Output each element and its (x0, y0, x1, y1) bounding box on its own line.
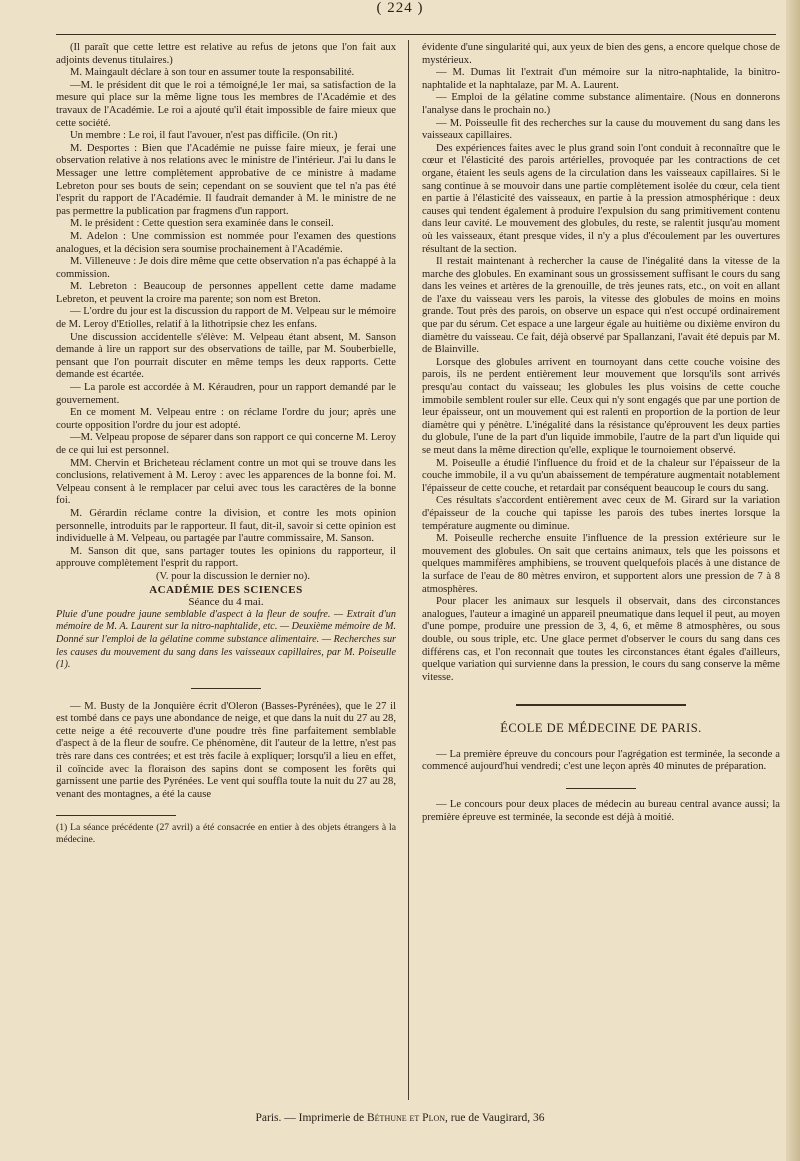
footnote: (1) La séance précédente (27 avril) a été consacrée en entier à des objets étrangers à la médecine. (56, 822, 396, 845)
right-paragraph: — Emploi de la gélatine comme substance alimentaire. (Nous en donnerons l'analyse dans le prochain no.) (422, 92, 780, 116)
page-edge-shadow (786, 0, 800, 1161)
left-paragraph: —M. Velpeau propose de séparer dans son rapport ce qui concerne M. Leroy de ce qui lui est personnel. (56, 432, 396, 456)
left-paragraph: (V. pour la discussion le dernier no). (156, 570, 310, 582)
right-paragraph: M. Poiseulle recherche ensuite l'influence de la pression extérieure sur le mouvement des globules. On sait que certains animaux, tels que les poissons et quelques mammifères amphibiens, se trouvent quelquefois placés à une distance de la surface de l'eau de 80 mètres environ, et supportent alors une pression de 7 à 8 atmosphères. (422, 533, 780, 595)
footer-suffix: , rue de Vaugirard, 36 (445, 1112, 545, 1124)
right-paragraph: — M. Poisseulle fit des recherches sur la cause du mouvement du sang dans les vaisseaux capillaires. (422, 117, 780, 142)
left-paragraph: —M. le président dit que le roi a témoigné,le 1er mai, sa satisfaction de la mesure qui place sur la même ligne tous les membres de l'Académie et des travaux de l'Académie. Le roi a ajouté qu'il était impossible de faire mieux que cette société. (56, 79, 396, 129)
footnote-rule (56, 815, 176, 816)
right-paragraph: Il restait maintenant à rechercher la cause de l'inégalité dans la vitesse de la marche des globules. En examinant sous un grossissement suffisant le cours du sang dans les veines et artères de la grenouille, de très jeunes rats, etc., on voit en allant de l'axe du vaisseau vers les parois, la vitesse des globules de moins en moins grande. Tout près des parois, on observe un espace qui n'est occupé ordinairement que par du sérum. Cet espace a une largeur égale au huitième ou dixième environ du diamètre du vaisseau. Ce fait, déjà observé par Spallanzani, l'avait été depuis par M. de Blainville. (422, 256, 780, 356)
right-paragraph: — Le concours pour deux places de médecin au bureau central avance aussi; la première épreuve est terminée, la seconde est déjà à moitié. (422, 799, 780, 823)
right-paragraph: Des expériences faites avec le plus grand soin l'ont conduit à reconnaître que le cœur et l'élasticité des parois artérielles, provoquée par les contractions de cet organe, étaient les seuls agens de la circulation dans les vaisseaux capillaires. Si le sang continue à se mouvoir dans une partie complètement isolée du cœur, cela tient en partie à l'élasticité des vaisseaux, en partie à la pression atmosphérique : deux causes qui tendent également à produire l'expulsion du sang primitivement contenu dans leur cavité. Le mouvement des globules, du reste, se ralentit jusqu'au moment où les vaisseaux, étant presque vides, il n'y a plus d'écoulement par les ouvertures résultant de la section. (422, 142, 780, 255)
left-paragraph: M. Lebreton : Beaucoup de personnes appellent cette dame madame Lebreton, et peuvent la croire ma parente; son nom est Breton. (56, 281, 396, 305)
left-paragraph: MM. Chervin et Bricheteau réclament contre un mot qui se trouve dans les conclusions, relativement à M. Leroy : avec les apparences de la bonne foi. M. Velpeau consent à le remplacer par celui avec tous les caractères de la bonne foi. (56, 457, 396, 507)
footer-prefix: Paris. — Imprimerie de (255, 1112, 367, 1124)
left-paragraph: Une discussion accidentelle s'élève: M. Velpeau étant absent, M. Sanson demande à lire un rapport sur des observations de taille, par M. Souberbielle, pensant que l'on pourrait discuter en même temps les deux rapports. Cette demande est écartée. (56, 331, 396, 381)
right-paragraph: M. Poiseulle a étudié l'influence du froid et de la chaleur sur l'épaisseur de la couche immobile, il a vu qu'un abaissement de température augmentait notablement l'épaisseur de cette couche, et retardait par conséquent beaucoup le cours du sang. (422, 457, 780, 494)
right-paragraph: — La première épreuve du concours pour l'agrégation est terminée, la seconde a commencé aujourd'hui vendredi; c'est une leçon après 40 minutes de préparation. (422, 748, 780, 773)
column-divider (408, 40, 409, 1100)
left-paragraph: — L'ordre du jour est la discussion du rapport de M. Velpeau sur le mémoire de M. Leroy d'Etiolles, relatif à la lithotripsie chez les enfans. (56, 306, 396, 331)
separator (191, 688, 261, 689)
right-paragraph: Pour placer les animaux sur lesquels il observait, dans des circonstances analogues, l'auteur a imaginé un appareil pneumatique dans lequel il peut, au moyen d'une pompe, produire une pression de 3, 4, 6, et même 8 atmosphères, ou sous double, ou sous triple, etc. Une glace permet d'observer le cours du sang dans ces différens cas, et l'on reconnait que toutes les circonstances étant égales d'ailleurs, quelque variation qui survienne dans la pression, le cours du sang conserve la même vitesse. (422, 596, 780, 683)
ecole-title: ÉCOLE DE MÉDECINE DE PARIS. (500, 721, 702, 736)
separator (516, 704, 686, 706)
header-rule (56, 34, 776, 35)
left-paragraph: (Il paraît que cette lettre est relative au refus de jetons que l'on fait aux adjoints devenus titulaires.) (56, 42, 396, 66)
left-paragraph: M. Desportes : Bien que l'Académie ne puisse faire mieux, je ferai une observation relative à nos relations avec le ministre de l'intérieur. J'ai lu dans le Messager une lettre complètement approbative de ce ministre à madame Lebreton pour ses bouts de sein; cependant on se souvient que tel n'a pas été l'esprit du rapport de l'Académie. Il faudrait demander à M. le ministre de ne pas permettre la publication par fragmens d'un rapport. (56, 142, 396, 217)
separator (566, 788, 636, 789)
left-paragraph: — M. Busty de la Jonquière écrit d'Oleron (Basses-Pyrénées), que le 27 il est tombé dans ce pays une abondance de neige, et que dans la nuit du 27 au 28, cette neige a été recouverte d'une poudre très fine parfaitement semblable d'aspect à de la fleur de soufre. Ce phénomène, dit l'auteur de la lettre, n'est pas très rare dans ces contrées; et est très facile à expliquer; lorsqu'il a lieu en effet, il coïncide avec la floraison des sapins dont se composent les forêts qui garnissent une partie des Pyrénées. Le vent qui souffla toute la nuit du 27 au 28, venant des montagnes, a été la cause (56, 700, 396, 800)
section-title: ACADÉMIE DES SCIENCES (149, 583, 303, 596)
right-paragraph: évidente d'une singularité qui, aux yeux de bien des gens, a encore quelque chose de mystérieux. (422, 42, 780, 66)
left-paragraph: M. Villeneuve : Je dois dire même que cette observation n'a pas échappé à la commission. (56, 256, 396, 280)
left-paragraph: M. le président : Cette question sera examinée dans le conseil. (70, 218, 334, 230)
section-subtitle: Séance du 4 mai. (188, 596, 264, 609)
section-summary: Pluie d'une poudre jaune semblable d'aspect à la fleur de soufre. — Extrait d'un mémoire de M. A. Laurent sur la nitro-naphtalide, etc. — Deuxième mémoire de M. Donné sur l'emploi de la gélatine comme substance alimentaire. — Recherches sur les causes du mouvement du sang dans les vaisseaux capillaires, par M. Poiseulle (1). (56, 608, 396, 671)
left-paragraph: M. Maingault déclare à son tour en assumer toute la responsabilité. (70, 67, 355, 79)
footer-printer: Béthune et Plon (367, 1112, 446, 1124)
right-column (422, 42, 780, 824)
right-paragraph: Ces résultats s'accordent entièrement avec ceux de M. Girard sur la variation d'épaisseur de la couche qui tapisse les parois des tubes inertes lorsque la température augmente ou diminue. (422, 495, 780, 532)
left-column (56, 42, 396, 845)
left-paragraph: M. Sanson dit que, sans partager toutes les opinions du rapporteur, il approuve complètement l'esprit du rapport. (56, 545, 396, 570)
right-paragraph: — M. Dumas lit l'extrait d'un mémoire sur la nitro-naphtalide, la binitro-naphtalide et la naphtalaze, par M. A. Laurent. (422, 67, 780, 91)
left-paragraph: M. Adelon : Une commission est nommée pour l'examen des questions analogues, et la décision sera soumise prochainement à l'Académie. (56, 230, 396, 255)
left-paragraph: M. Gérardin réclame contre la division, et contre les mots opinion personnelle, introduits par le rapporteur. Il faut, dit-il, savoir si cette opinion est individuelle à M. Velpeau, ou partagée par l'autre commissaire, M. Sanson. (56, 507, 396, 545)
right-paragraph: Lorsque des globules arrivent en tournoyant dans cette couche voisine des parois, ils ne perdent entièrement leur mouvement que lorsqu'ils sont arrivés presqu'au contact du vaisseau; les globules les plus voisins de cette couche immobile semblent rouler sur elle. Ceux qui n'y sont engagés que par une portion de leur épaisseur, ont un mouvement qui est ralenti en proportion de la portion de leur diamètre qui y pénètre. L'inégalité dans la résistance qu'éprouvent les deux parties du globule, l'une de la part d'un liquide immobile, l'autre de la part d'un liquide qui se meut dans la même direction qu'elle, explique le tournoiement observé. (422, 356, 780, 456)
imprint-footer (0, 1112, 800, 1124)
page-number: ( 224 ) (376, 0, 424, 16)
left-paragraph: Un membre : Le roi, il faut l'avouer, n'est pas difficile. (On rit.) (70, 130, 338, 142)
left-paragraph: — La parole est accordée à M. Kéraudren, pour un rapport demandé par le gouvernement. (56, 382, 396, 406)
left-paragraph: En ce moment M. Velpeau entre : on réclame l'ordre du jour; après une courte opposition l'ordre du jour est adopté. (56, 407, 396, 431)
